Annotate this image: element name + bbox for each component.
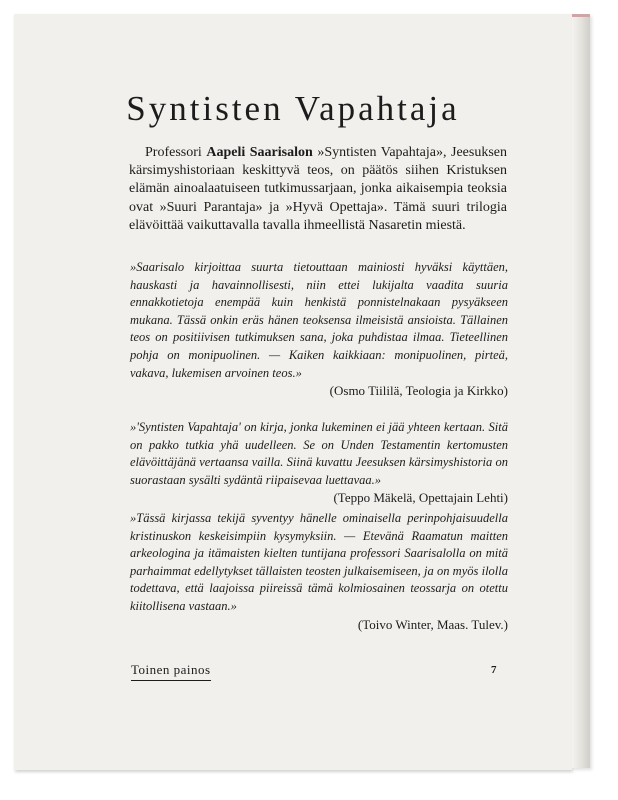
author-name: Aapeli Saarisalon [206, 145, 313, 160]
book-title: Syntisten Vapahtaja [126, 89, 460, 128]
review-quote-text: »Saarisalo kirjoittaa suurta tietouttaan mainiosti hyväksi käyttäen, hauskasti ja havainnollisesti, niin ettei lukijalta vaadita suuria ennakkotietoja enempää kuin henkistä ponnistelnakaan pysyäkseen mukana. Tässä onkin eräs hänen teoksensa ilmeisistä ansioista. Tällainen teos on positiivisen tutkimuksen sana, joka puhdistaa ilmaa. Tieteellinen pohja on monipuolinen. — Kaiken kaikkiaan: monipuolinen, pirteä, vakava, lukemisen arvoinen teos.» [130, 260, 508, 380]
intro-paragraph [129, 144, 507, 235]
review-quote-text: »Tässä kirjassa tekijä syventyy hänelle ominaisella perinpohjaisuudella kristinuskon keskeisimpiin kysymyksiin. — Etevänä Raamatun maitten arkeologina ja itämaisten kielten tuntijana professori Saarisalolla on mitä parhaimmat edellytykset tällaisten teosten julkaisemiseen, ja on myös ilolla todettava, että laajoissa piireissä tämä kolmiosainen teossarja on otettu kiitollisena vastaan.» [130, 511, 508, 613]
edition-label: Toinen painos [131, 662, 211, 681]
page-number: 7 [491, 664, 497, 676]
intro-text-start: Professori [145, 145, 207, 160]
review-source: (Teppo Mäkelä, Opettajain Lehti) [333, 490, 508, 506]
review-source: (Toivo Winter, Maas. Tulev.) [357, 616, 508, 632]
review-quote-text: »'Syntisten Vapahtaja' on kirja, jonka lukeminen ei jää yhteen kertaan. Sitä on pakko tutkia yhä uudelleen. Se on Unden Testamentin kertomusten elävöittäjänä vertaansa vailla. Siinä kuvattu Jeesuksen kärsimyshistoria on suorastaan sysälti sydäntä riipaisevaa luettavaa.» [130, 420, 508, 487]
review-quote-1 [130, 259, 508, 400]
spine-edge [572, 14, 590, 17]
review-source: (Osmo Tiililä, Teologia ja Kirkko) [329, 383, 508, 399]
book-back-cover [14, 14, 572, 770]
intro-text-rest: »Syntisten Vapahtaja», Jeesuksen kärsimyshistoriaan keskittyvä teos, on päätös siihen Kristuksen elämän ainoalaatuiseen tutkimussarjaan, jonka aikaisempia teoksia ovat »Suuri Parantaja» ja »Hyvä Opettaja». Tämä suuri trilogia elävöittää vaikuttavalla tavalla ihmeellistä Nasaretin miestä. [129, 145, 508, 233]
review-quote-3 [130, 510, 508, 633]
review-quote-2 [130, 419, 508, 507]
book-spine [572, 14, 590, 768]
